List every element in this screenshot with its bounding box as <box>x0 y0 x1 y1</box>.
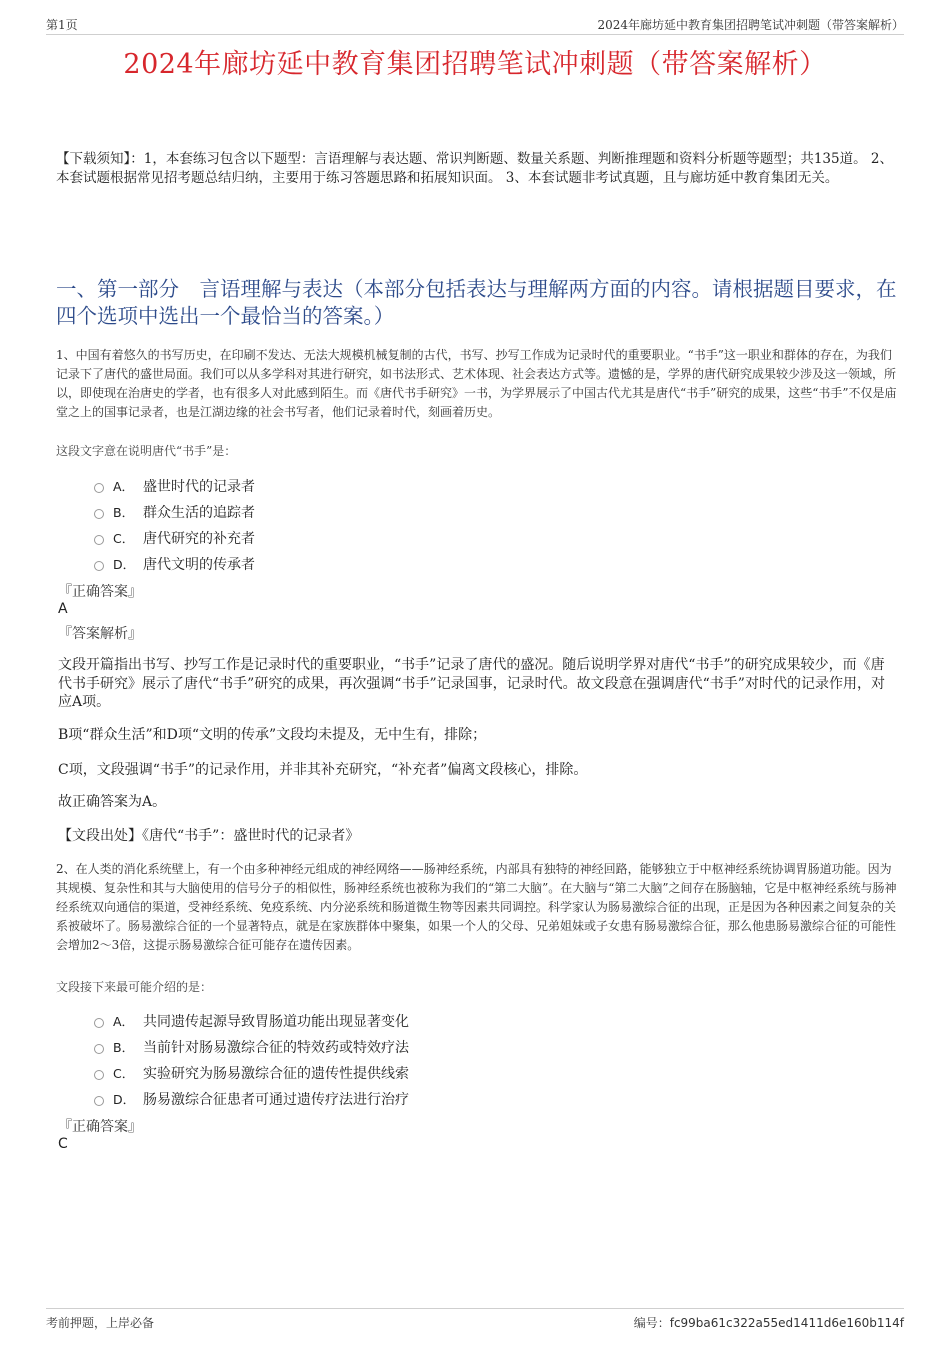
download-notice: 【下载须知】：1，本套练习包含以下题型：言语理解与表达题、常识判断题、数量关系题、判断推理题和资料分析题等题型；共135道。 2、本套试题根据常见招考题总结归纳，主要用于练习答题思路和拓展知识面。 3、本套试题非考试真题，且与廊坊延中教育集团无关。 <box>56 151 893 186</box>
document-code <box>634 1314 904 1331</box>
option-letter: D． <box>113 1092 136 1107</box>
option-a[interactable] <box>94 473 255 499</box>
radio-icon[interactable] <box>94 561 104 571</box>
option-text: 盛世时代的记录者 <box>143 479 255 495</box>
option-d[interactable] <box>94 551 255 577</box>
question-1-text: 1、中国有着悠久的书写历史，在印刷不发达、无法大规模机械复制的古代，书写、抄写工作成为记录时代的重要职业。“书手”这一职业和群体的存在，为我们记录下了唐代的盛世局面。我们可以从多学科对其进行研究，如书法形式、艺术体现、社会表达方式等。遗憾的是，学界的唐代研究成果较少涉及这一领域，所以，即使现在治唐史的学者，也有很多人对此感到陌生。而《唐代书手研究》一书，为学界展示了中国古代尤其是唐代“书手”研究的成果，这些“书手”不仅是庙堂之上的国事记录者，也是江湖边缘的社会书写者，他们记录着时代，刻画着历史。 <box>56 348 897 419</box>
source-citation: 【文段出处】《唐代“书手”：盛世时代的记录者》 <box>58 828 360 844</box>
option-text: 肠易激综合征患者可通过遗传疗法进行治疗 <box>143 1092 409 1108</box>
option-c[interactable] <box>94 525 255 551</box>
question-1-prompt: 这段文字意在说明唐代“书手”是： <box>56 444 237 458</box>
radio-icon[interactable] <box>94 535 104 545</box>
analysis-paragraph: C项，文段强调“书手”的记录作用，并非其补充研究，“补充者”偏离文段核心，排除。 <box>58 762 588 778</box>
answer-value: C <box>58 1136 68 1152</box>
analysis-paragraph: 文段开篇指出书写、抄写工作是记录时代的重要职业，“书手”记录了唐代的盛况。随后说明学界对唐代“书手”的研究成果较少，而《唐代书手研究》展示了唐代“书手”研究的成果，再次强调“书手”记录国事，记录时代。故文段意在强调唐代“书手”对时代的记录作用，对应A项。 <box>58 657 885 710</box>
option-letter: D． <box>113 557 136 572</box>
analysis-conclusion: 故正确答案为A。 <box>58 794 167 810</box>
page-header <box>46 14 904 35</box>
option-text: 当前针对肠易激综合征的特效药或特效疗法 <box>143 1040 409 1056</box>
radio-icon[interactable] <box>94 509 104 519</box>
option-text: 唐代文明的传承者 <box>143 557 255 573</box>
analysis-label: 『答案解析』 <box>58 626 142 642</box>
footer-slogan: 考前押题，上岸必备 <box>46 1316 155 1330</box>
answer-value: A <box>58 601 68 617</box>
option-d[interactable] <box>94 1086 409 1112</box>
option-text: 唐代研究的补充者 <box>143 531 255 547</box>
question-2-options <box>94 1008 409 1112</box>
page-number: 第1页 <box>46 18 78 32</box>
option-text: 实验研究为肠易激综合征的遗传性提供线索 <box>143 1066 409 1082</box>
code-value: fc99ba61c322a55ed1411d6e160b114f <box>669 1316 904 1330</box>
radio-icon[interactable] <box>94 1096 104 1106</box>
option-letter: B． <box>113 505 135 520</box>
document-title: 2024年廊坊延中教育集团招聘笔试冲刺题（带答案解析） <box>123 49 827 80</box>
radio-icon[interactable] <box>94 1044 104 1054</box>
option-text: 共同遗传起源导致胃肠道功能出现显著变化 <box>143 1014 409 1030</box>
radio-icon[interactable] <box>94 1018 104 1028</box>
radio-icon[interactable] <box>94 483 104 493</box>
option-c[interactable] <box>94 1060 409 1086</box>
option-text: 群众生活的追踪者 <box>143 505 255 521</box>
question-2-text: 2、在人类的消化系统壁上，有一个由多种神经元组成的神经网络——肠神经系统，内部具有独特的神经回路，能够独立于中枢神经系统协调胃肠道功能。因为其规模、复杂性和其与大脑使用的信号分子的相似性，肠神经系统也被称为我们的“第二大脑”。在大脑与“第二大脑”之间存在肠脑轴，它是中枢神经系统与肠神经系统双向通信的渠道，受神经系统、免疫系统、内分泌系统和肠道微生物等因素共同调控。科学家认为肠易激综合征的出现，正是因为各种因素之间复杂的关系被破坏了。肠易激综合征的一个显著特点，就是在家族群体中聚集，如果一个人的父母、兄弟姐妹或子女患有肠易激综合征，那么他患肠易激综合征的可能性会增加2～3倍，这提示肠易激综合征可能存在遗传因素。 <box>56 862 897 952</box>
option-letter: B． <box>113 1040 135 1055</box>
option-letter: A． <box>113 1014 135 1029</box>
radio-icon[interactable] <box>94 1070 104 1080</box>
option-letter: C． <box>113 531 135 546</box>
option-b[interactable] <box>94 499 255 525</box>
option-a[interactable] <box>94 1008 409 1034</box>
option-letter: C． <box>113 1066 135 1081</box>
page-footer <box>46 1308 904 1333</box>
section-title: 一、第一部分 言语理解与表达（本部分包括表达与理解两方面的内容。请根据题目要求，在四个选项中选出一个最恰当的答案。） <box>56 277 897 328</box>
question-2-prompt: 文段接下来最可能介绍的是： <box>56 980 213 994</box>
code-label: 编号： <box>633 1316 670 1330</box>
answer-label: 『正确答案』 <box>58 584 142 600</box>
analysis-paragraph: B项“群众生活”和D项“文明的传承”文段均未提及，无中生有，排除； <box>58 727 487 743</box>
question-1-options <box>94 473 255 577</box>
answer-label: 『正确答案』 <box>58 1119 142 1135</box>
option-letter: A． <box>113 479 135 494</box>
option-b[interactable] <box>94 1034 409 1060</box>
header-doc-title: 2024年廊坊延中教育集团招聘笔试冲刺题（带答案解析） <box>597 18 904 32</box>
